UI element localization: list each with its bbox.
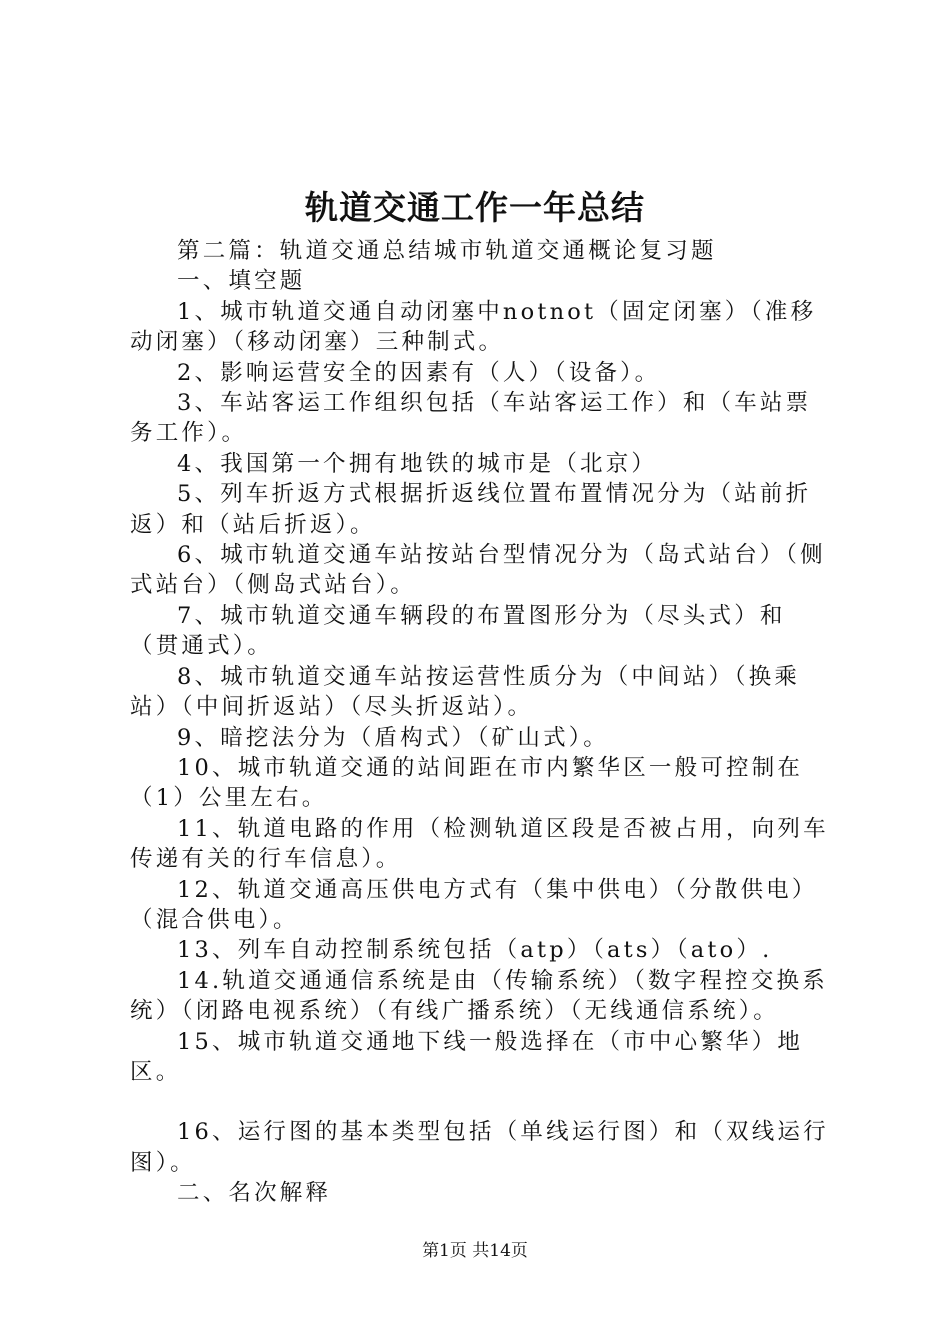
paragraph-item-9: 9、暗挖法分为（盾构式）（矿山式）。 bbox=[177, 724, 609, 751]
paragraph-item-6: 6、城市轨道交通车站按站台型情况分为（岛式站台）（侧式站台）（侧岛式站台）。 bbox=[130, 542, 826, 599]
paragraph-item-15: 15、城市轨道交通地下线一般选择在（市中心繁华）地区。 bbox=[130, 1028, 804, 1085]
document-title: 轨道交通工作一年总结 bbox=[305, 188, 645, 227]
paragraph-terms-heading: 二、名次解释 bbox=[177, 1180, 332, 1207]
document-body bbox=[130, 236, 835, 1209]
paragraph-item-11: 11、轨道电路的作用（检测轨道区段是否被占用，向列车传递有关的行车信息）。 bbox=[130, 815, 829, 873]
paragraph-section-heading: 第二篇：轨道交通总结城市轨道交通概论复习题 bbox=[177, 238, 717, 264]
paragraph-item-7: 7、城市轨道交通车辆段的布置图形分为（尽头式）和（贯通式）。 bbox=[130, 602, 786, 660]
blank-line bbox=[130, 1087, 835, 1117]
paragraph-fill-blank-heading: 一、填空题 bbox=[177, 268, 306, 295]
paragraph-item-5: 5、列车折返方式根据折返线位置布置情况分为（站前折返）和（站后折返）。 bbox=[130, 481, 812, 538]
page-footer: 第1页 共14页 bbox=[422, 1241, 528, 1261]
paragraph-item-13: 13、列车自动控制系统包括（atp）（ats）（ato）. bbox=[177, 937, 773, 964]
paragraph-item-12: 12、轨道交通高压供电方式有（集中供电）（分散供电）（混合供电）。 bbox=[130, 876, 818, 933]
paragraph-item-14: 14.轨道交通通信系统是由（传输系统）（数字程控交换系统）（闭路电视系统）（有线广播系统）（无线通信系统）。 bbox=[130, 967, 828, 1025]
paragraph-item-16: 16、运行图的基本类型包括（单线运行图）和（双线运行图）。 bbox=[130, 1119, 829, 1176]
paragraph-item-1: 1、城市轨道交通自动闭塞中notnot（固定闭塞）（准移动闭塞）（移动闭塞）三种制式。 bbox=[130, 298, 817, 356]
paragraph-item-8: 8、城市轨道交通车站按运营性质分为（中间站）（换乘站）（中间折返站）（尽头折返站）。 bbox=[130, 663, 801, 721]
paragraph-item-10: 10、城市轨道交通的站间距在市内繁华区一般可控制在（1）公里左右。 bbox=[130, 754, 804, 812]
paragraph-item-2: 2、影响运营安全的因素有（人）（设备）。 bbox=[177, 359, 661, 386]
paragraph-item-3: 3、车站客运工作组织包括（车站客运工作）和（车站票务工作）。 bbox=[130, 390, 812, 447]
paragraph-item-4: 4、我国第一个拥有地铁的城市是（北京） bbox=[177, 450, 658, 477]
